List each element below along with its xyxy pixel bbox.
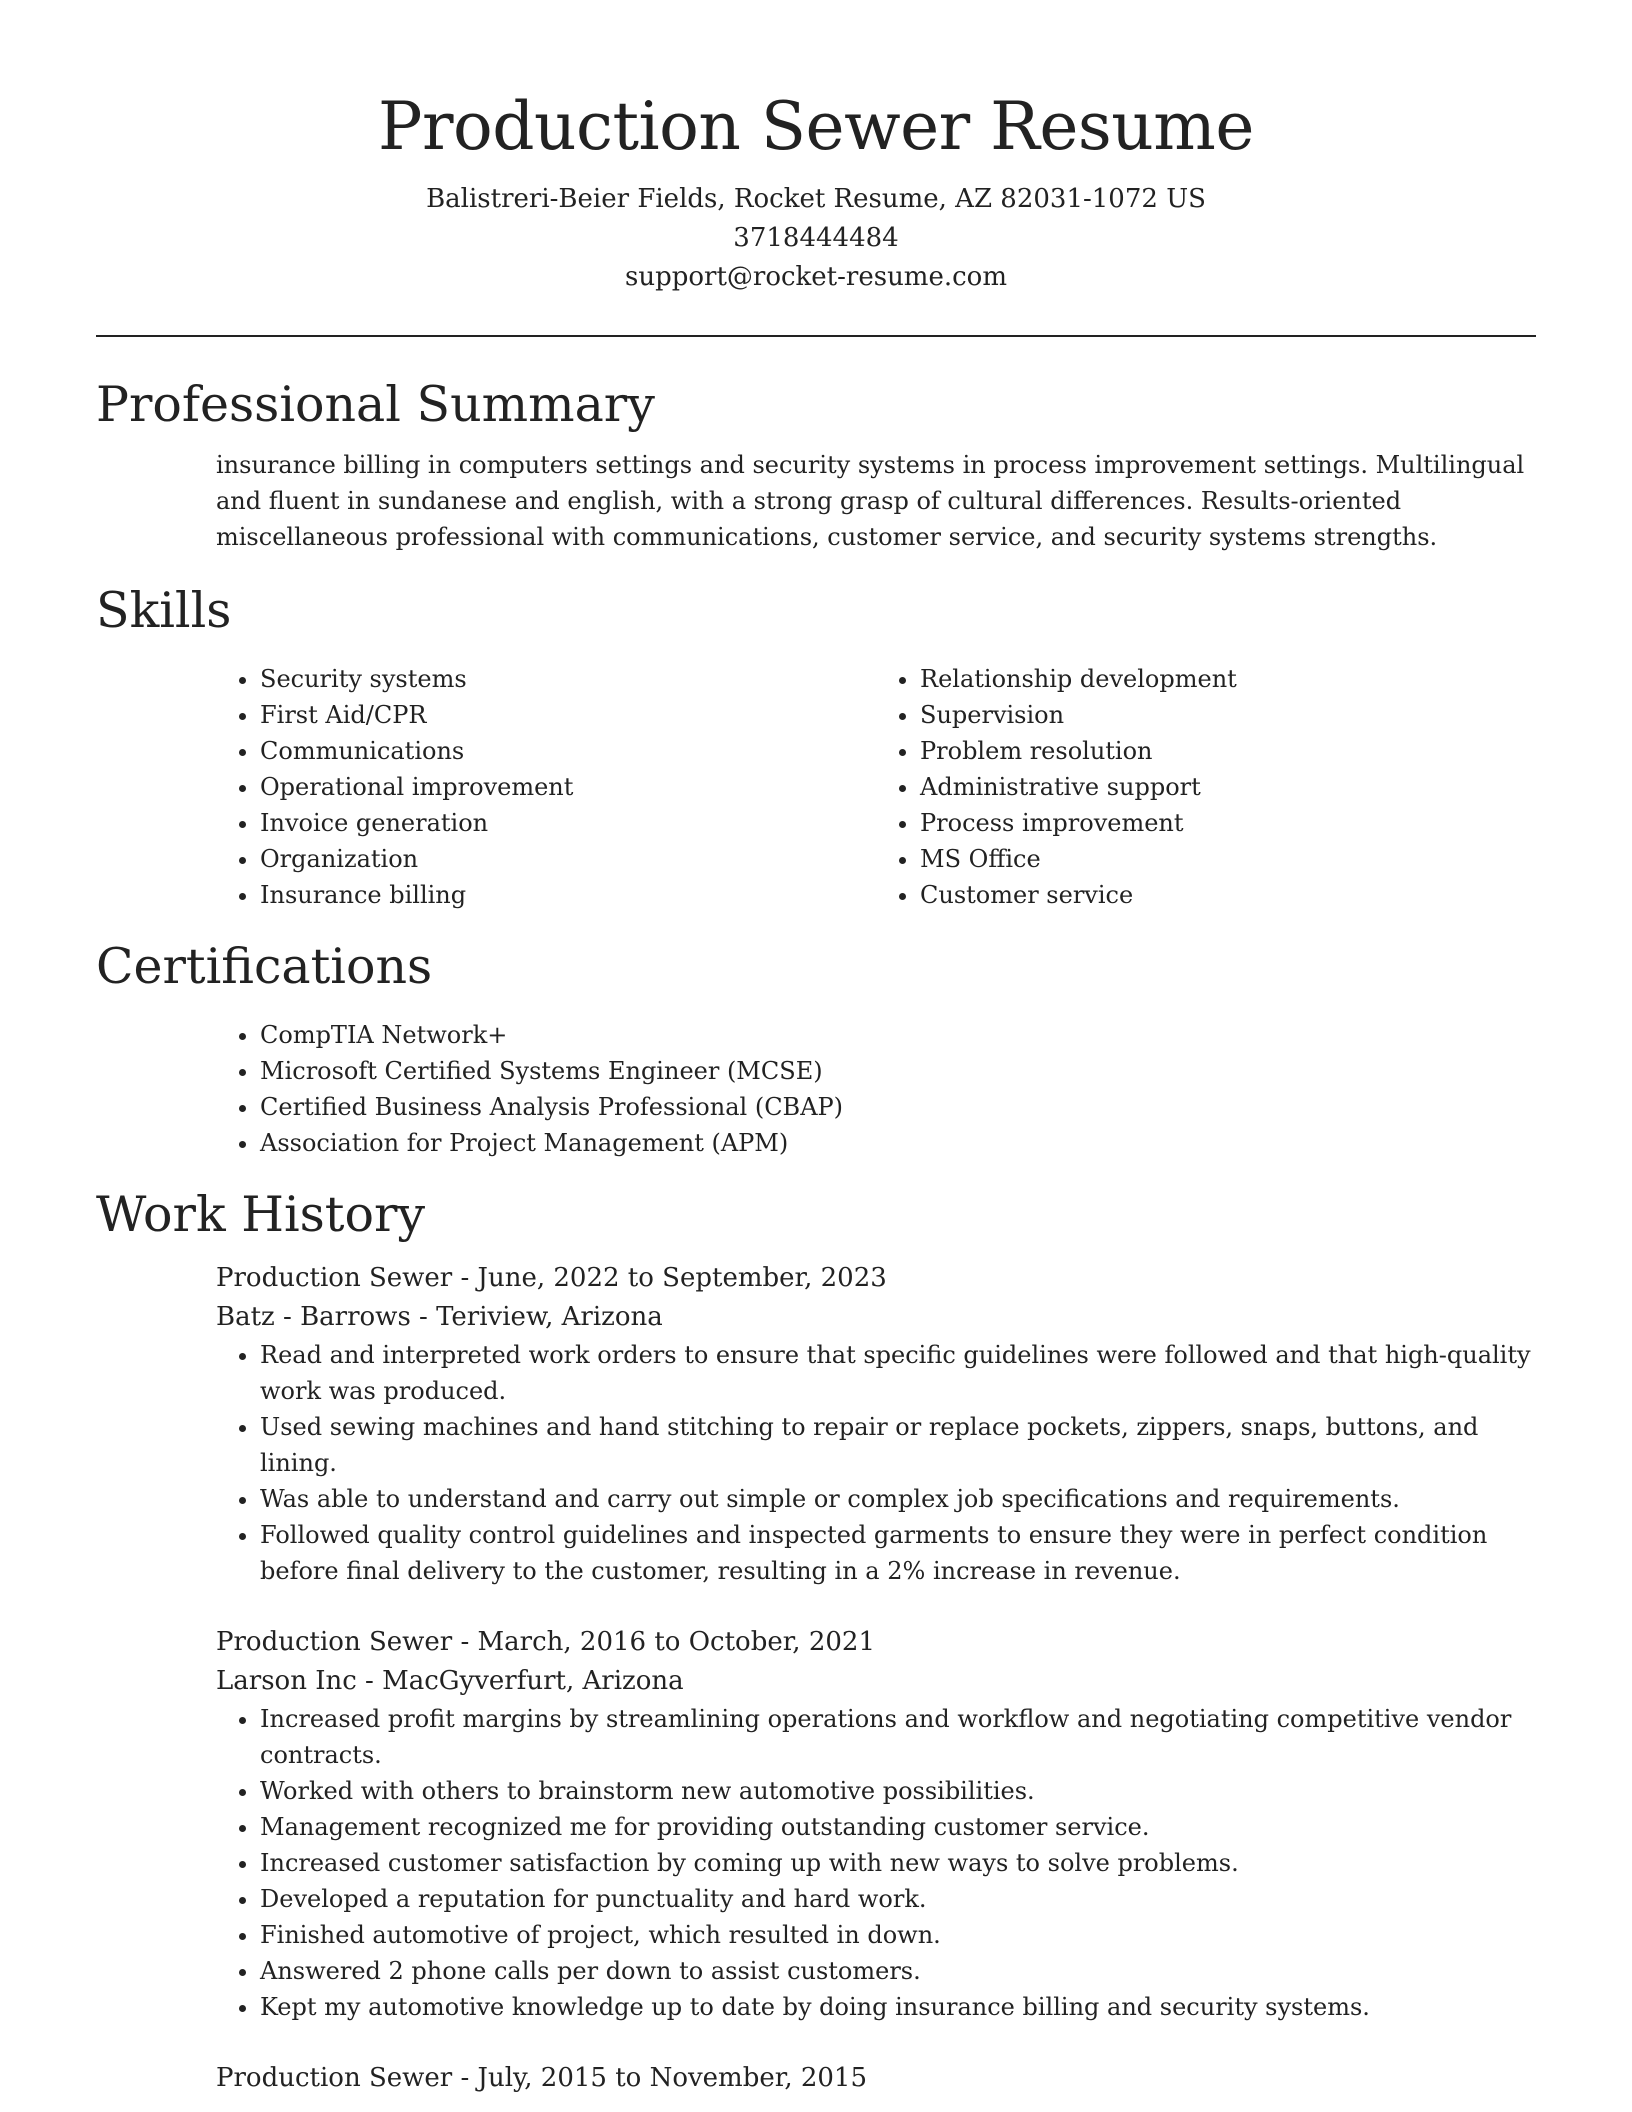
skills-list-right <box>876 661 1536 913</box>
skills-section <box>96 579 1536 913</box>
job-bullet: • Followed quality control guidelines and inspected garments to ensure they were in perfect condition before final delivery to the customer, resulting in a 2% increase in revenue. <box>260 1517 1536 1589</box>
job-title-line: Production Sewer - March, 2016 to October, 2021 <box>216 1627 876 1657</box>
certifications-list <box>216 1017 1536 1161</box>
resume-title: Production Sewer Resume <box>378 88 1254 165</box>
skill-item: • Organization <box>260 841 876 877</box>
certifications-section <box>96 935 1536 1161</box>
skill-item: • Insurance billing <box>260 877 876 913</box>
contact-address: Balistreri-Beier Fields, Rocket Resume, AZ 82031-1072 US <box>426 184 1206 214</box>
skill-item: • Administrative support <box>920 769 1536 805</box>
skills-heading: Skills <box>96 582 232 639</box>
resume-header <box>96 0 1536 297</box>
contact-email: support@rocket-resume.com <box>624 262 1007 292</box>
work-history-section <box>96 1183 1536 2098</box>
certification-item: • CompTIA Network+ <box>260 1017 1536 1053</box>
contact-phone: 3718444484 <box>733 223 899 253</box>
job-bullet: • Answered 2 phone calls per down to assist customers. <box>260 1953 1536 1989</box>
certification-item: • Microsoft Certified Systems Engineer (MCSE) <box>260 1053 1536 1089</box>
job-bullet: • Kept my automotive knowledge up to date by doing insurance billing and security systems. <box>260 1989 1536 2025</box>
job-bullet: • Used sewing machines and hand stitching to repair or replace pockets, zippers, snaps, buttons, and lining. <box>260 1409 1536 1481</box>
job-bullets <box>216 1701 1536 2025</box>
summary-heading: Professional Summary <box>96 376 655 433</box>
skills-columns <box>216 661 1536 913</box>
header-divider <box>96 335 1536 337</box>
skill-item: • Relationship development <box>920 661 1536 697</box>
summary-text: insurance billing in computers settings and security systems in process improvement settings. Multilingual and fluent in sundanese and english, with a strong grasp of cultural differences. Results-oriented miscellaneous professional with communications, customer service, and security systems strengths. <box>216 451 1525 551</box>
skill-item: • Supervision <box>920 697 1536 733</box>
job-entry <box>96 1259 1536 1589</box>
job-entry <box>96 1623 1536 2025</box>
skill-item: • Invoice generation <box>260 805 876 841</box>
certifications-heading: Certifications <box>96 938 433 995</box>
job-bullet: • Was able to understand and carry out simple or complex job specifications and requirements. <box>260 1481 1536 1517</box>
skill-item: • Communications <box>260 733 876 769</box>
skill-item: • Operational improvement <box>260 769 876 805</box>
skill-item: • MS Office <box>920 841 1536 877</box>
certification-item: • Certified Business Analysis Professional (CBAP) <box>260 1089 1536 1125</box>
job-bullet: • Worked with others to brainstorm new automotive possibilities. <box>260 1773 1536 1809</box>
job-bullet: • Increased profit margins by streamlining operations and workflow and negotiating competitive vendor contracts. <box>260 1701 1536 1773</box>
job-bullet: • Developed a reputation for punctuality and hard work. <box>260 1881 1536 1917</box>
skill-item: • First Aid/CPR <box>260 697 876 733</box>
contact-block <box>96 180 1536 297</box>
job-bullet: • Finished automotive of project, which resulted in down. <box>260 1917 1536 1953</box>
work-history-heading: Work History <box>96 1186 426 1243</box>
job-company-line: Batz - Barrows - Teriview, Arizona <box>216 1302 663 1332</box>
certification-item: • Association for Project Management (APM) <box>260 1125 1536 1161</box>
skill-item: • Security systems <box>260 661 876 697</box>
job-bullet: • Increased customer satisfaction by coming up with new ways to solve problems. <box>260 1845 1536 1881</box>
job-bullet: • Read and interpreted work orders to ensure that specific guidelines were followed and that high-quality work was produced. <box>260 1337 1536 1409</box>
job-company-line: Larson Inc - MacGyverfurt, Arizona <box>216 1666 684 1696</box>
job-bullets <box>216 1337 1536 1589</box>
summary-section <box>96 373 1536 555</box>
skills-list-left <box>216 661 876 913</box>
skill-item: • Process improvement <box>920 805 1536 841</box>
job-bullet: • Management recognized me for providing outstanding customer service. <box>260 1809 1536 1845</box>
skill-item: • Customer service <box>920 877 1536 913</box>
job-title-line: Production Sewer - June, 2022 to September, 2023 <box>216 1263 887 1293</box>
skill-item: • Problem resolution <box>920 733 1536 769</box>
job-entry <box>96 2059 1536 2098</box>
job-title-line: Production Sewer - July, 2015 to November, 2015 <box>216 2063 868 2093</box>
